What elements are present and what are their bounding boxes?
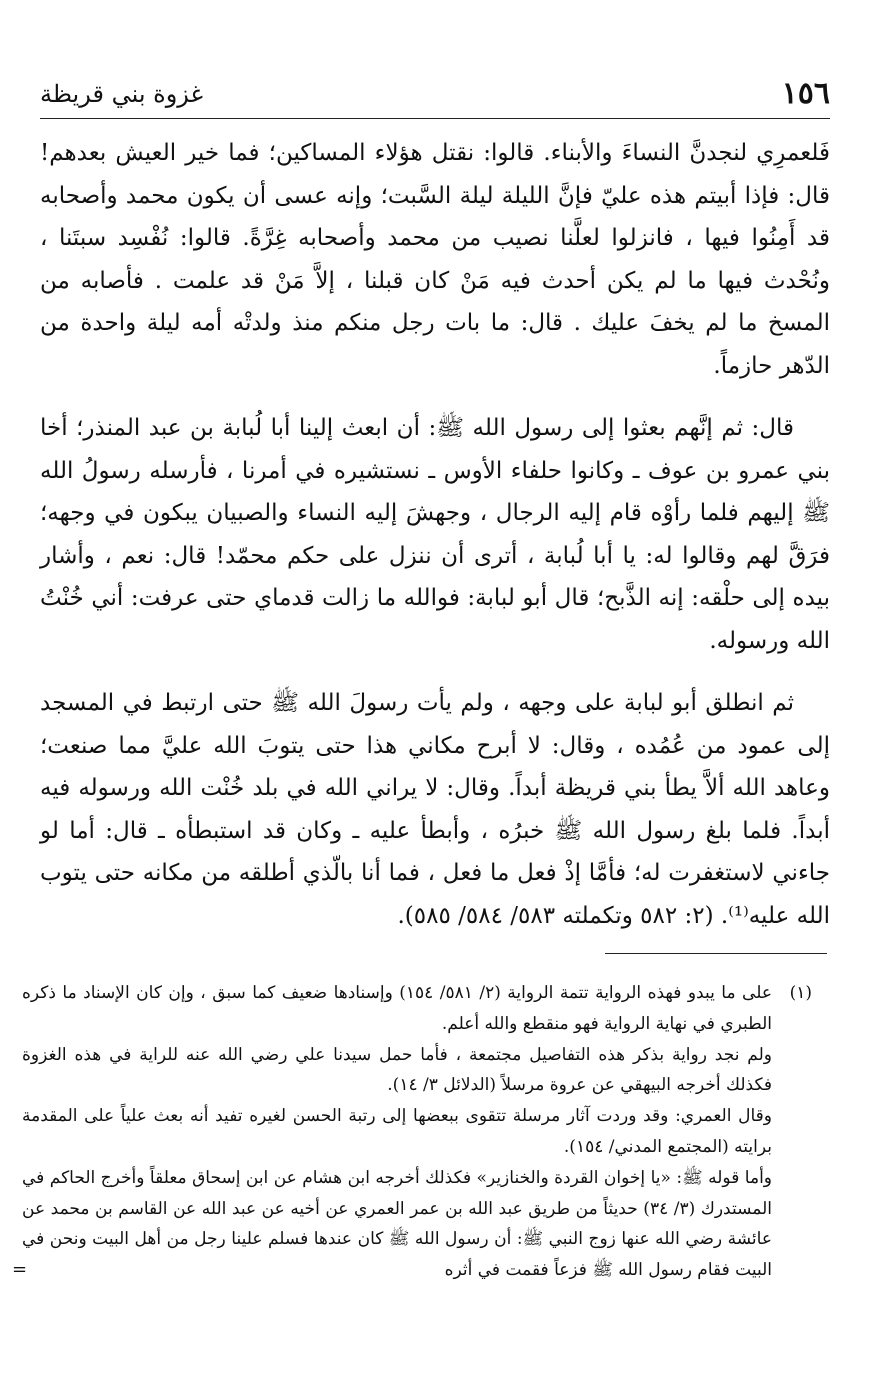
footnote-separator	[605, 953, 827, 954]
body-paragraph: فَلعمرِي لنجدنَّ النساءَ والأبناء. قالوا: نقتل هؤلاء المساكين؛ فما خير العيش بعدهم! قال: فإذا أبيتم هذه عليّ فإنَّ الليلة ليلة السَّبت؛ وإنه عسى أن يكون محمد وأصحابه قد أَمِنُوا فيها ، فانزلوا لعلَّنا نصيب من محمد وأصحابه غِرَّةً. قالوا: نُفْسِد سبتَنا ، ونُحْدث فيها ما لم يكن أحدث فيه مَنْ كان قبلنا ، إلاَّ مَنْ قد علمت . فأصابه من المسخ ما لم يخفَ عليك . قال: ما بات رجل منكم منذ ولدتْه أمه ليلة واحدة من الدّهر حازماً.	[40, 140, 830, 379]
body-paragraph: قال: ثم إنَّهم بعثوا إلى رسول الله ﷺ: أن ابعث إلينا أبا لُبابة بن عبد المنذر؛ أخا بني عمرو بن عوف ـ وكانوا حلفاء الأوس ـ نستشيره في أمرنا ، فأرسله رسولُ الله ﷺ إليهم فلما رأوْه قام إليه الرجال ، وجهشَ إليه النساء والصبيان يبكون في وجهه؛ فرَقَّ لهم وقالوا له: يا أبا لُبابة ، أترى أن ننزل على حكم محمّد! قال: نعم ، وأشار بيده إلى حلْقه: إنه الذَّبح؛ قال أبو لبابة: فوالله ما زالت قدماي حتى عرفت: أني خُنْتُ الله ورسوله.	[40, 415, 830, 654]
footnote-paragraph: على ما يبدو فهذه الرواية تتمة الرواية (٢/ ٥٨١/ ١٥٤) وإسنادها ضعيف كما سبق ، وإن كان الإسناد ما ذكره الطبري في نهاية الرواية فهو منقطع والله أعلم.	[22, 983, 772, 1034]
page-number: ١٥٦	[781, 76, 830, 111]
footnotes	[12, 978, 812, 1286]
footnote-paragraph: وقال العمري: وقد وردت آثار مرسلة تتقوى ببعضها إلى رتبة الحسن لغيره تفيد أنه بعث علياً على المقدمة برايته (المجتمع المدني/ ١٥٤).	[22, 1106, 772, 1157]
running-title: غزوة بني قريظة	[40, 80, 204, 108]
footnote-paragraph: وأما قوله ﷺ: «يا إخوان القردة والخنازير» فكذلك أخرجه ابن هشام عن ابن إسحاق معلقاً وأخرج الحاكم في المستدرك (٣/ ٣٤) حديثاً من طريق عبد الله بن عمر العمري عن أخيه عن عبد الله عن القاسم بن محمد عن عائشة رضي الله عنها زوج النبي ﷺ: أن رسول الله ﷺ كان عندها فسلم علينا رجل من أهل البيت ونحن في البيت فقام رسول الله ﷺ فزعاً فقمت في أثره	[22, 1167, 773, 1281]
footnote-marker: (١)	[789, 983, 812, 1003]
footnote-paragraph: ولم نجد رواية بذكر هذه التفاصيل مجتمعة ، فأما حمل سيدنا علي رضي الله عنه للراية في هذه الغزوة فكذلك أخرجه البيهقي عن عروة مرسلاً (الدلائل ٣/ ١٤).	[22, 1044, 772, 1096]
footnote-1	[12, 978, 812, 1286]
header-rule	[40, 118, 830, 119]
body-paragraph: ثم انطلق أبو لبابة على وجهه ، ولم يأت رسولَ الله ﷺ حتى ارتبط في المسجد إلى عمود من عُمُده ، وقال: لا أبرح مكاني هذا حتى يتوبَ الله عليَّ مما صنعت؛ وعاهد الله ألاَّ يطأ بني قريظة أبداً. وقال: لا يراني الله في بلد خُنْت الله ورسوله فيه أبداً. فلما بلغ رسول الله ﷺ خبرُه ، وأبطأ عليه ـ وكان قد استبطأه ـ قال: أما لو جاءني لاستغفرت له؛ فأمَّا إذْ فعل ما فعل ، فما أنا بالّذي أطلقه من مكانه حتى يتوب الله عليه⁽¹⁾. (٢: ٥٨٢ وتكملته ٥٨٣/ ٥٨٤/ ٥٨٥).	[40, 690, 830, 929]
continuation-mark: =	[12, 1259, 28, 1281]
page-header	[40, 70, 830, 120]
main-text	[40, 132, 830, 937]
